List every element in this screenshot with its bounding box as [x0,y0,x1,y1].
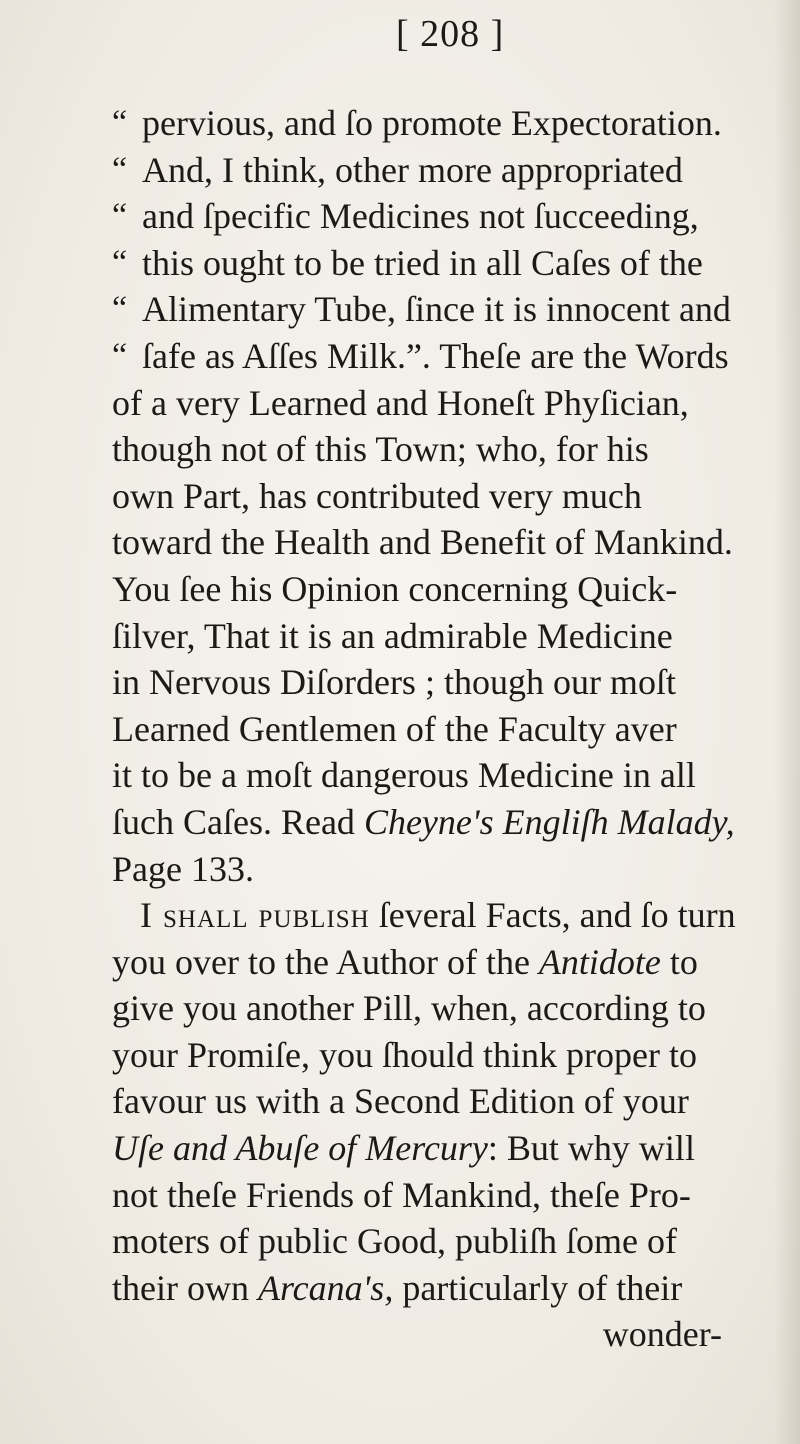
text-line [112,1172,752,1219]
quote-mark: “ [112,290,128,328]
quote-mark: “ [112,150,128,188]
line-text: you over to the Author of the [112,941,530,982]
quote-mark: “ [112,336,128,374]
line-text: this ought to be tried in all Caſes of the [142,242,703,283]
line-text: favour us with a Second Edition of your [112,1081,689,1122]
text-line [112,333,752,380]
catchword: wonder- [602,1314,722,1355]
book-reference: Antidote [538,941,661,982]
text-line [112,1125,752,1172]
line-text: ſuch Caſes. Read [112,801,355,842]
text-line [112,566,752,613]
line-text: give you another Pill, when, according to [112,988,706,1029]
line-text: particularly of their [402,1267,683,1308]
text-line [112,1078,752,1125]
line-text: of a very Learned and Honeſt Phyſician, [112,382,689,423]
text-line [112,799,752,846]
text-line [112,240,752,287]
line-text: and ſpecific Medicines not ſucceeding, [142,196,699,237]
body-text [112,100,752,1358]
text-line [112,147,752,194]
line-text: your Promiſe, you ſhould think proper to [112,1034,697,1075]
line-text: : But why will [487,1128,695,1169]
line-text: moters of public Good, publiſh ſome of [112,1221,677,1262]
text-line [112,846,752,893]
line-text: ſilver, That it is an admirable Medicine [112,615,673,656]
text-line [112,706,752,753]
text-line [112,193,752,240]
line-text: their own [112,1267,249,1308]
text-line [112,473,752,520]
text-line [112,613,752,660]
page-number: [ 208 ] [396,13,505,55]
quote-mark: “ [112,104,128,141]
line-text: You ſee his Opinion concerning Quick- [112,568,678,609]
line-text: own Part, has contributed very much [112,475,642,516]
line-text: toward the Health and Benefit of Mankind. [112,522,733,563]
text-line [112,286,752,333]
line-text: it to be a moſt dangerous Medicine in all [112,755,696,796]
catchword-line [112,1311,752,1358]
text-line [112,1218,752,1265]
line-text: not theſe Friends of Mankind, theſe Pro- [112,1174,691,1215]
line-text: in Nervous Diſorders ; though our moſt [112,662,676,703]
text-line [112,1032,752,1079]
line-text: pervious, and ſo promote Expectoration. [142,103,722,143]
text-line [112,752,752,799]
book-reference: Arcana's, [257,1267,394,1308]
text-line [112,380,752,427]
line-text: ſeveral Facts, and ſo turn [378,895,736,936]
text-line [112,519,752,566]
quote-mark: “ [112,197,128,235]
quote-mark: “ [112,243,128,281]
book-reference: Uſe and Abuſe of Mercury [112,1128,488,1169]
line-text: Learned Gentlemen of the Faculty aver [112,708,677,749]
page-edge-shadow [774,0,800,1444]
line-text: And, I think, other more appropriated [142,149,683,190]
text-line [112,426,752,473]
line-text: Page 133. [112,848,254,889]
book-reference: Cheyne's Engliſh Malady, [363,801,735,842]
text-line [112,939,752,986]
text-line [112,985,752,1032]
line-text: to [669,941,698,982]
line-text: Alimentary Tube, ſince it is innocent and [142,289,731,330]
line-text: ſafe as Aſſes Milk.”. Theſe are the Words [142,335,729,376]
text-line [112,1265,752,1312]
text-line [112,659,752,706]
line-text: though not of this Town; who, for his [112,429,649,470]
paragraph-opening: I shall publiſh [140,895,370,936]
text-line [112,100,752,147]
text-line [112,892,752,939]
